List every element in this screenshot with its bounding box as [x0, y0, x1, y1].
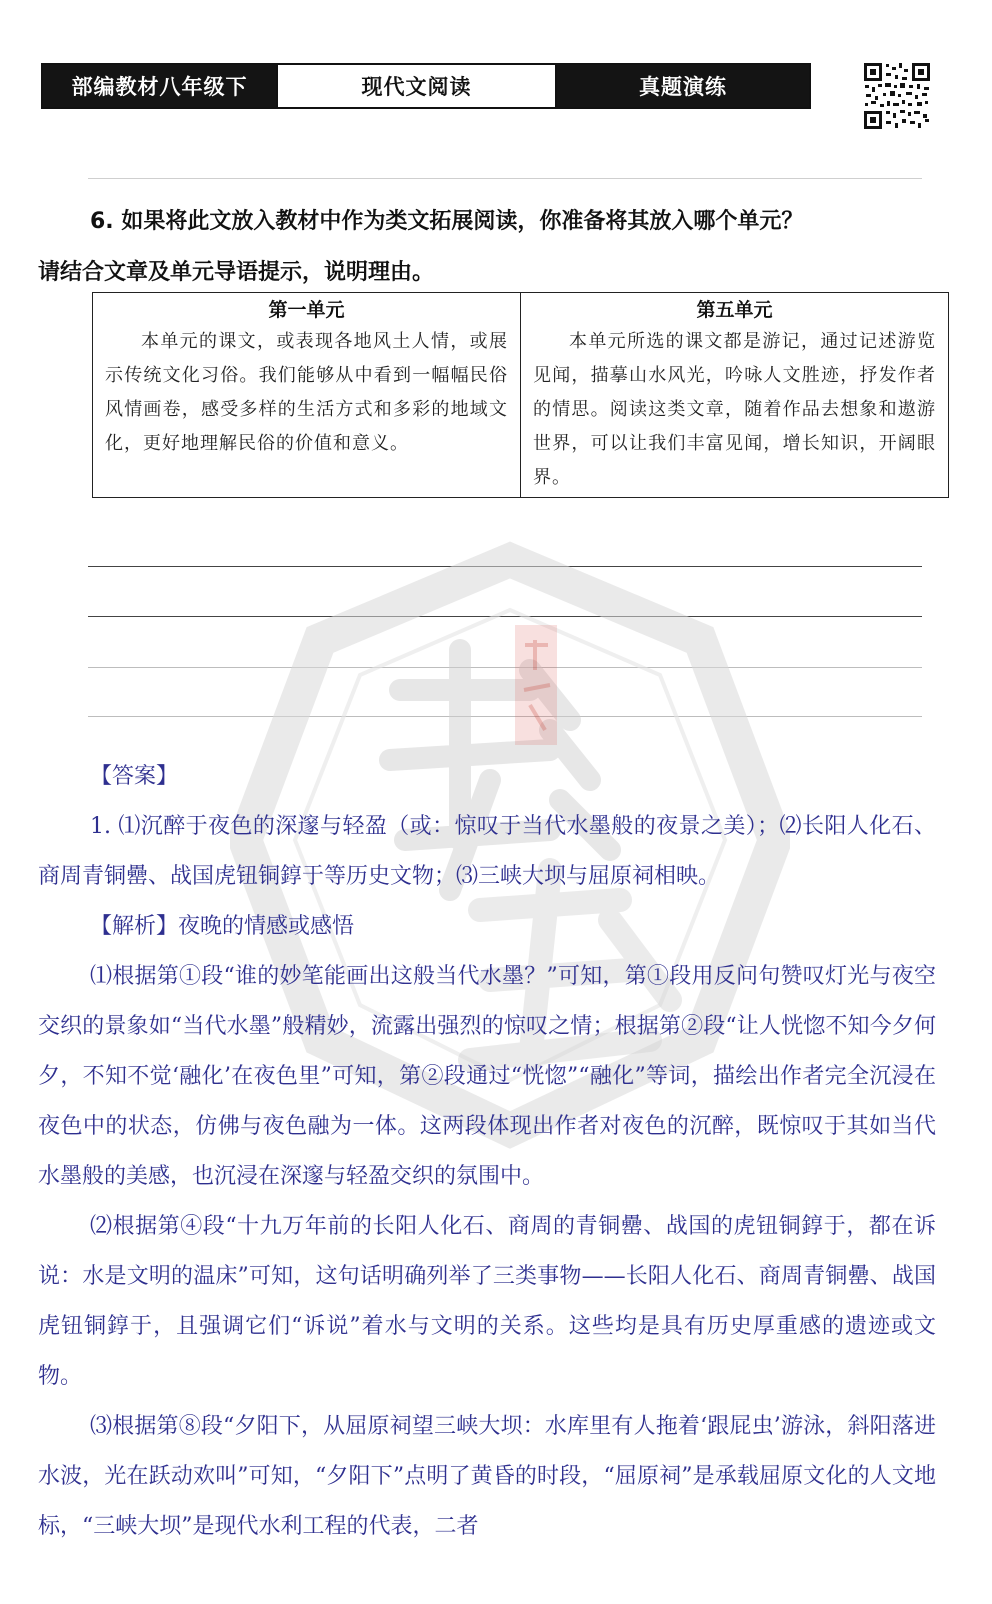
analysis-paragraph-2: ⑵根据第④段“十九万年前的长阳人化石、商周的青铜罍、战国的虎钮铜錞于，都在诉说：水是文明的温床”可知，这句话明确列举了三类事物——长阳人化石、商周青铜罍、战国虎钮铜錞于，且强调它们“诉说”着水与文明的关系。这些均是具有历史厚重感的遗迹或文物。 — [38, 1214, 936, 1389]
answer-line — [88, 667, 922, 668]
analysis-paragraph-1: ⑴根据第①段“谁的妙笔能画出这般当代水墨？”可知，第①段用反问句赞叹灯光与夜空交织的景象如“当代水墨”般精妙，流露出强烈的惊叹之情；根据第②段“让人恍惚不知今夕何夕，不知不觉‘融化’在夜色里”可知，第②段通过“恍惚”“融化”等词，描绘出作者完全沉浸在夜色中的状态，仿佛与夜色融为一体。这两段体现出作者对夜色的沉醉，既惊叹于其如当代水墨般的美感，也沉浸在深邃与轻盈交织的氛围中。 — [38, 964, 936, 1189]
question-block — [38, 196, 928, 298]
qr-code-icon — [862, 61, 932, 131]
answer-section — [38, 752, 936, 1552]
unit-title: 第五单元 — [696, 299, 773, 321]
header-grade-label: 部编教材八年级下 — [43, 65, 276, 107]
answer-line — [88, 616, 922, 617]
answer-item-1: 1. ⑴沉醉于夜色的深邃与轻盈（或：惊叹于当代水墨般的夜景之美）；⑵长阳人化石、商周青铜罍、战国虎钮铜錞于等历史文物；⑶三峡大坝与屈原祠相映。 — [38, 814, 936, 889]
answer-line — [88, 566, 922, 567]
answer-line — [88, 716, 922, 717]
answer-tag: 【答案】 — [90, 764, 179, 789]
header-section-label: 真题演练 — [557, 65, 809, 107]
header-bar — [41, 63, 811, 109]
unit-column-1 — [93, 293, 520, 497]
unit-intro-text: 本单元的课文，或表现各地风土人情，或展示传统文化习俗。我们能够从中看到一幅幅民俗风情画卷，感受多样的生活方式和多彩的地域文化，更好地理解民俗的价值和意义。 — [105, 331, 508, 454]
analysis-title: 夜晚的情感或感悟 — [178, 914, 355, 939]
analysis-paragraph-3: ⑶根据第⑧段“夕阳下，从屈原祠望三峡大坝：水库里有人拖着‘跟屁虫’游泳，斜阳落进水波，光在跃动欢叫”可知，“夕阳下”点明了黄昏的时段，“屈原祠”是承载屈原文化的人文地标，“三峡大坝”是现代水利工程的代表，二者 — [38, 1414, 936, 1539]
question-line-2: 请结合文章及单元导语提示，说明理由。 — [38, 260, 435, 285]
question-line-1: 6. 如果将此文放入教材中作为类文拓展阅读，你准备将其放入哪个单元？ — [90, 209, 804, 234]
top-divider — [88, 178, 922, 179]
unit-intro-text: 本单元所选的课文都是游记，通过记述游览见闻，描摹山水风光，吟咏人文胜迹，抒发作者的情思。阅读这类文章，随着作品去想象和遨游世界，可以让我们丰富见闻，增长知识，开阔眼界。 — [533, 331, 936, 488]
unit-guide-table — [92, 292, 949, 498]
unit-column-5 — [520, 293, 948, 497]
header-topic-label: 现代文阅读 — [276, 65, 557, 107]
analysis-tag: 【解析】 — [90, 914, 179, 939]
unit-title: 第一单元 — [268, 299, 345, 321]
